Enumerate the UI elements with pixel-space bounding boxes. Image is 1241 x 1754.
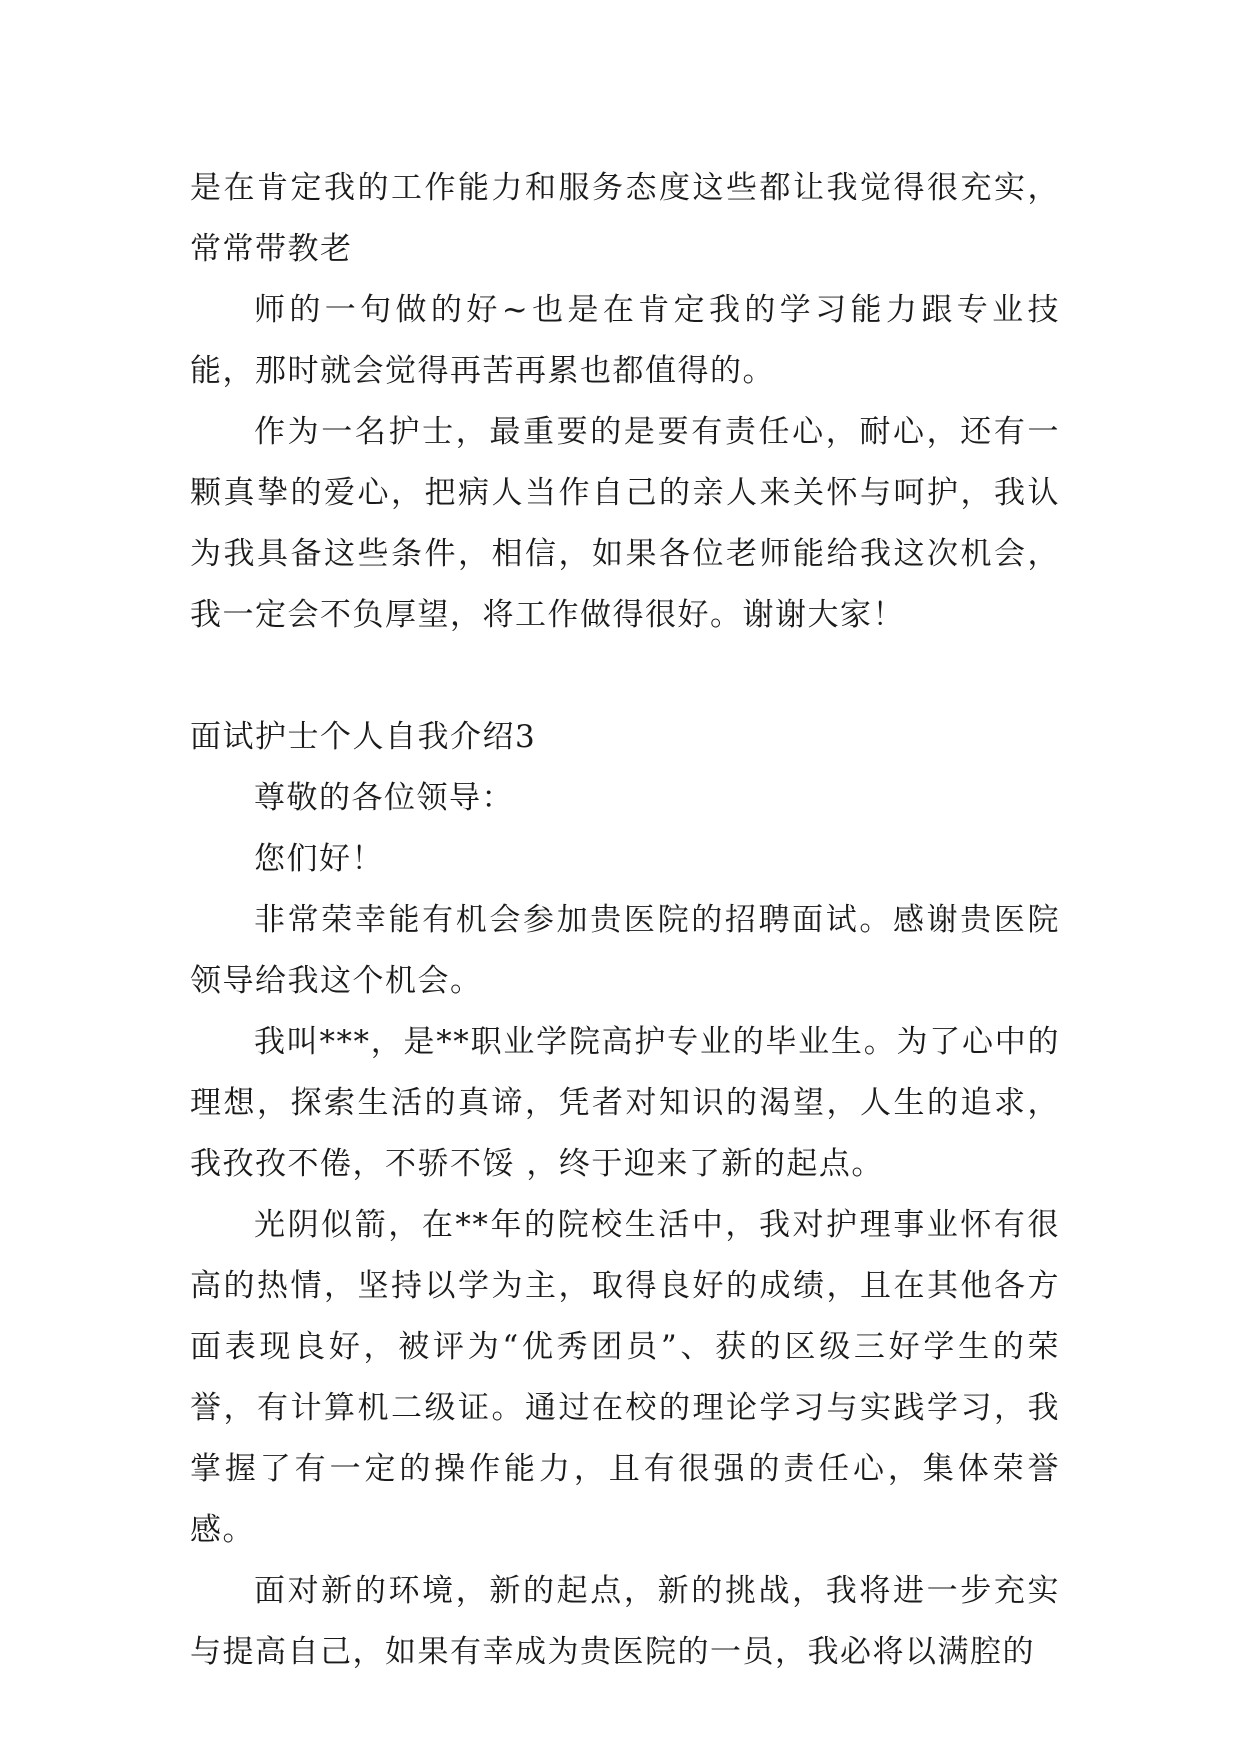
section-heading: 面试护士个人自我介绍3 [190,719,537,755]
paragraph: 作为一名护士，最重要的是要有责任心，耐心，还有一颗真挚的爱心，把病人当作自己的亲人来关怀与呵护，我认为我具备这些条件，相信，如果各位老师能给我这次机会，我一定会不负厚望，将工作做得很好。谢谢大家！ [190,414,1060,633]
document-body [190,158,1060,1683]
greeting: 您们好！ [254,841,384,877]
paragraph: 师的一句做的好~也是在肯定我的学习能力跟专业技能，那时就会觉得再苦再累也都值得的。 [190,292,1060,389]
paragraph: 光阴似箭，在**年的院校生活中，我对护理事业怀有很高的热情，坚持以学为主，取得良好的成绩，且在其他各方面表现良好，被评为“优秀团员”、获的区级三好学生的荣誉，有计算机二级证。通过在校的理论学习与实践学习，我掌握了有一定的操作能力，且有很强的责任心，集体荣誉感。 [190,1207,1060,1548]
paragraph: 我叫***，是**职业学院高护专业的毕业生。为了心中的理想，探索生活的真谛，凭者对知识的渴望，人生的追求，我孜孜不倦，不骄不馁 ，终于迎来了新的起点。 [190,1024,1060,1182]
paragraph-continuation: 是在肯定我的工作能力和服务态度这些都让我觉得很充实，常常带教老 [190,170,1060,267]
salutation: 尊敬的各位领导： [254,780,514,816]
paragraph: 面对新的环境，新的起点，新的挑战，我将进一步充实与提高自己，如果有幸成为贵医院的一员，我必将以满腔的 [190,1573,1060,1670]
paragraph: 非常荣幸能有机会参加贵医院的招聘面试。感谢贵医院领导给我这个机会。 [190,902,1060,999]
